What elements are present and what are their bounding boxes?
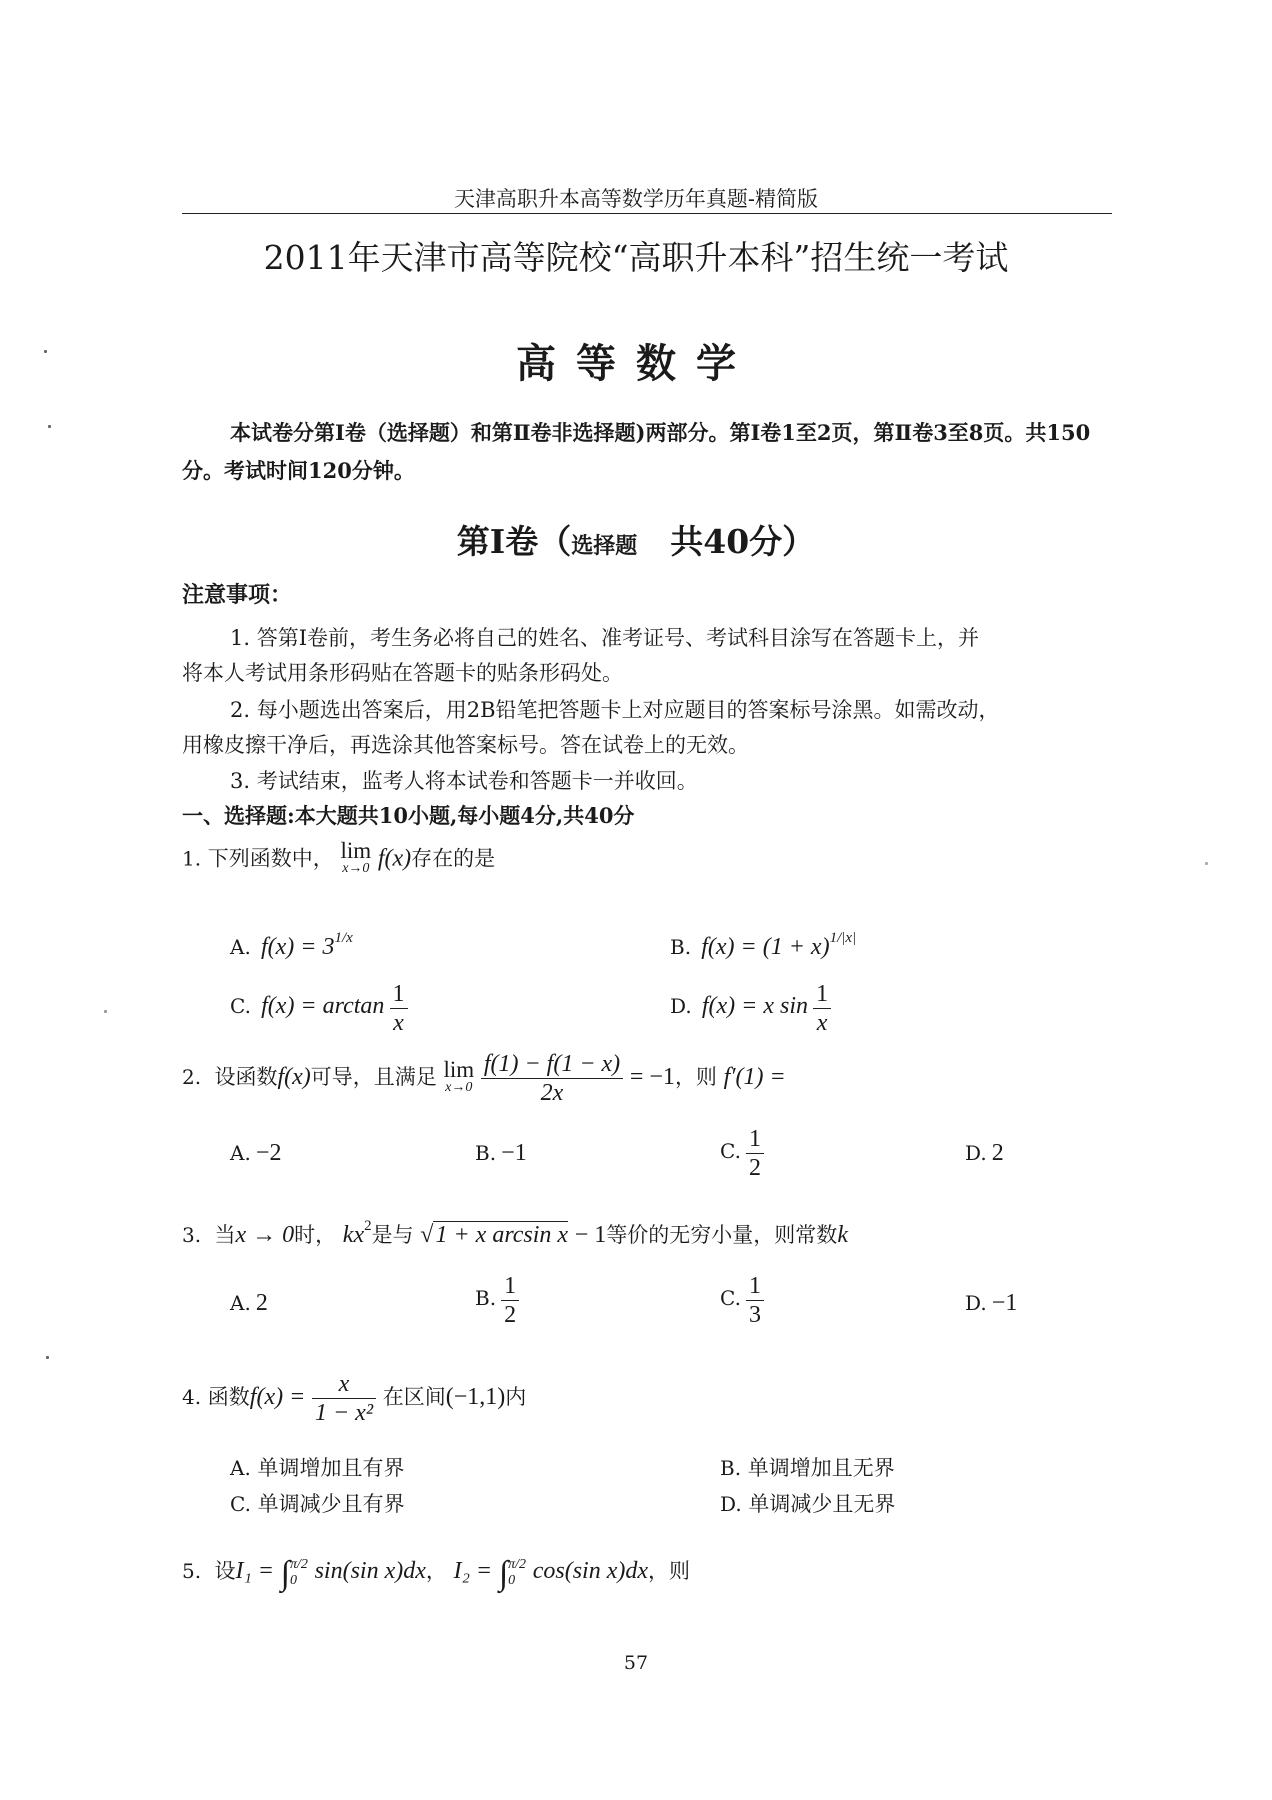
- question-4-option-a: A. 单调增加且有界: [230, 1456, 405, 1480]
- header-rule: [182, 213, 1112, 214]
- page-number: 57: [623, 1652, 649, 1674]
- question-1-option-a: A. f(x) = 31/x: [230, 930, 353, 960]
- scan-speck: [48, 425, 51, 428]
- question-3-option-b: B. $\frac{1}{2}$: [475, 1272, 519, 1329]
- scan-speck: [104, 1010, 107, 1013]
- subject-title: 高等数学: [516, 340, 756, 387]
- question-1-stem: 1. 下列函数中， lim x→0 f(x)存在的是: [182, 838, 496, 876]
- scan-speck: [46, 1356, 49, 1359]
- question-4-option-b: B. 单调增加且无界: [720, 1456, 895, 1480]
- notice-item-2: 2. 每小题选出答案后，用2B铅笔把答题卡上对应题目的答案标号涂黑。如需改动，: [230, 698, 1000, 722]
- notice-item-1: 1. 答第Ⅰ卷前，考生务必将自己的姓名、准考证号、考试科目涂写在答题卡上，并: [230, 626, 980, 650]
- notice-item-3: 3. 考试结束，监考人将本试卷和答题卡一并收回。: [230, 769, 698, 793]
- question-3-stem: 3. 当x → 0时， $kx^2$是与 √1 + x arcsin x − 1等价的无穷小量，则常数k: [182, 1218, 848, 1248]
- section-heading: 一、选择题:本大题共10小题,每小题4分,共40分: [182, 803, 635, 828]
- intro-paragraph: 本试卷分第Ⅰ卷（选择题）和第Ⅱ卷非选择题)两部分。第Ⅰ卷1至2页，第Ⅱ卷3至8页。共150分。考试时间120分钟。: [182, 420, 1091, 483]
- question-2-stem: 2. 设函数f(x)可导，且满足 lim x→0 $\frac{f(1) - f(1 - x)}{2x}$ = −1，则 f′(1) =: [182, 1051, 786, 1106]
- part-one-heading: 第Ⅰ卷（选择题 共40分）: [456, 522, 816, 561]
- question-1-option-c: C. f(x) = arctan $\frac{1}{x}$: [230, 980, 408, 1037]
- question-3-option-a: A. 2: [230, 1290, 268, 1316]
- notice-item-2-cont: 用橡皮擦干净后，再选涂其他答案标号。答在试卷上的无效。: [182, 733, 749, 757]
- scan-speck: [44, 350, 47, 353]
- question-2-option-c: C. $\frac{1}{2}$: [720, 1125, 764, 1182]
- question-4-option-d: D. 单调减少且无界: [720, 1492, 896, 1516]
- question-4-stem: 4. 函数f(x) = $\frac{x}{\text{1 − x²}}$ 在区间(−1,1)内: [182, 1371, 527, 1426]
- question-2-option-a: A. −2: [230, 1140, 282, 1166]
- notice-heading: 注意事项：: [182, 582, 293, 608]
- question-1-option-b: B. f(x) = (1 + x)1/|x|: [670, 930, 857, 960]
- question-4-option-c: C. 单调减少且有界: [230, 1492, 405, 1516]
- question-3-option-d: D. −1: [965, 1290, 1018, 1316]
- notice-item-1-cont: 将本人考试用条形码贴在答题卡的贴条形码处。: [182, 661, 623, 685]
- scan-speck: [1205, 862, 1208, 865]
- question-2-option-b: B. −1: [475, 1140, 527, 1166]
- running-header: 天津高职升本高等数学历年真题-精简版: [453, 187, 819, 211]
- question-3-option-c: C. $\frac{1}{3}$: [720, 1272, 764, 1329]
- exam-title: 2011年天津市高等院校“高职升本科”招生统一考试: [263, 238, 1009, 277]
- question-5-stem: 5. 设I₁ = ∫ π/2 0 sin(sin x)dx， I₂ = ∫ π/2 0 cos(sin x)dx，则: [182, 1555, 691, 1592]
- question-2-option-d: D. 2: [965, 1140, 1004, 1166]
- question-1-option-d: D. f(x) = x sin $\frac{1}{x}$: [670, 980, 831, 1037]
